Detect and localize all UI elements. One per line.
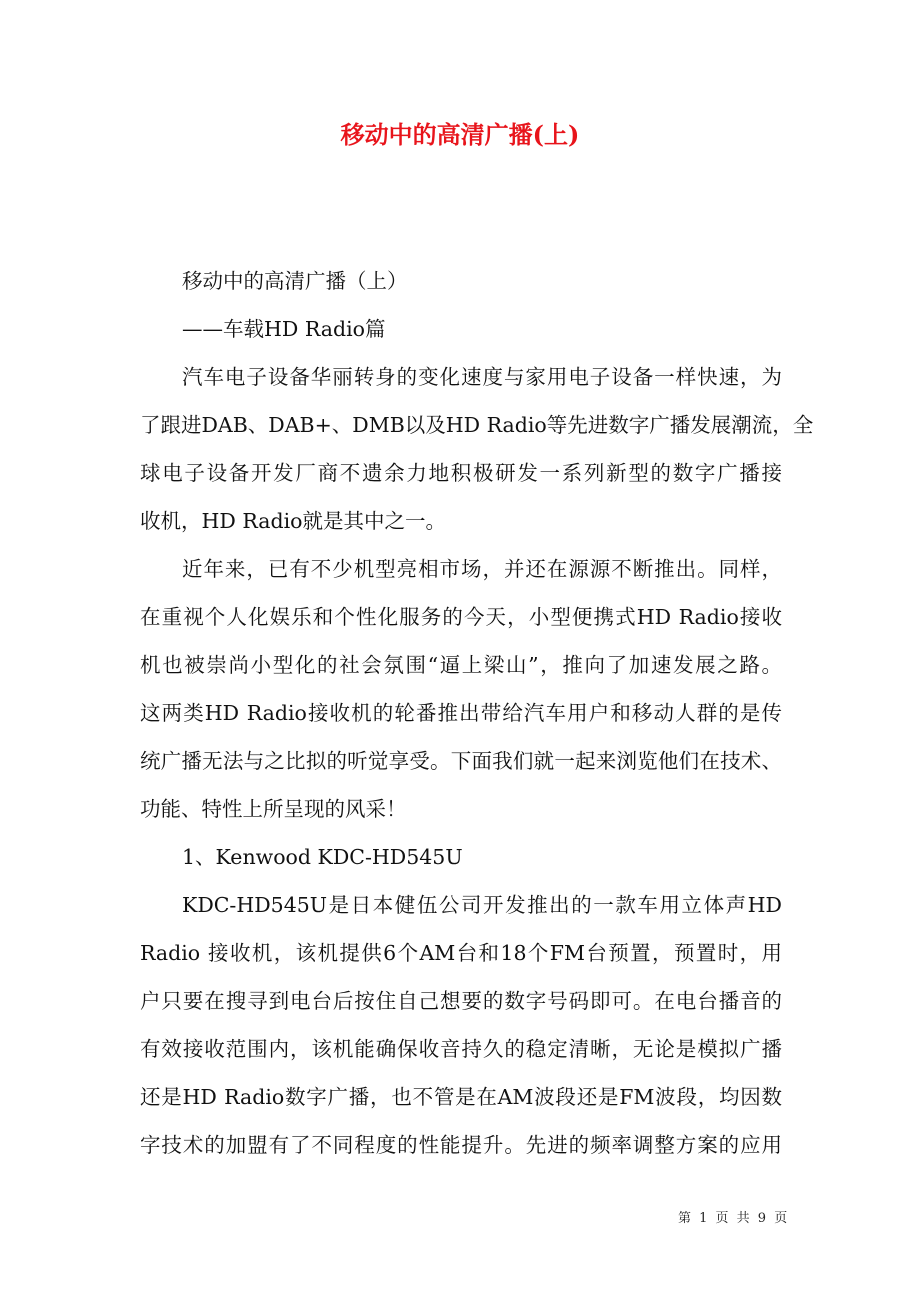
text-line: 统广播无法与之比拟的听觉享受。下面我们就一起来浏览他们在技术、 <box>140 749 782 773</box>
text-line: 球电子设备开发厂商不遗余力地积极研发一系列新型的数字广播接 <box>140 461 782 485</box>
text-line: 移动中的高清广播（上） <box>182 269 408 293</box>
document-title: 移动中的高清广播(上) <box>340 120 580 149</box>
text-line: 功能、特性上所呈现的风采！ <box>140 797 407 821</box>
text-line: 1、Kenwood KDC-HD545U <box>182 845 463 869</box>
document-body <box>140 257 814 1169</box>
text-line: 机也被崇尚小型化的社会氛围“逼上梁山”，推向了加速发展之路。 <box>140 653 782 677</box>
page-number-footer: 第 1 页 共 9 页 <box>678 1211 788 1226</box>
text-line: 有效接收范围内，该机能确保收音持久的稳定清晰，无论是模拟广播 <box>140 1037 782 1061</box>
text-line: ——车载HD Radio篇 <box>182 317 386 341</box>
text-line: 还是HD Radio数字广播，也不管是在AM波段还是FM波段，均因数 <box>140 1085 782 1109</box>
text-line: KDC-HD545U是日本健伍公司开发推出的一款车用立体声HD <box>182 893 782 917</box>
text-line: 这两类HD Radio接收机的轮番推出带给汽车用户和移动人群的是传 <box>140 701 782 725</box>
text-line: 了跟进DAB、DAB+、DMB以及HD Radio等先进数字广播发展潮流，全 <box>140 413 814 437</box>
text-line: Radio 接收机，该机提供6个AM台和18个FM台预置，预置时，用 <box>140 941 782 965</box>
text-line: 在重视个人化娱乐和个性化服务的今天，小型便携式HD Radio接收 <box>140 605 782 629</box>
text-line: 户只要在搜寻到电台后按住自己想要的数字号码即可。在电台播音的 <box>140 989 782 1013</box>
text-line: 汽车电子设备华丽转身的变化速度与家用电子设备一样快速，为 <box>182 365 782 389</box>
text-line: 收机，HD Radio就是其中之一。 <box>140 509 446 533</box>
text-line: 近年来，已有不少机型亮相市场，并还在源源不断推出。同样， <box>182 557 782 581</box>
text-line: 字技术的加盟有了不同程度的性能提升。先进的频率调整方案的应用 <box>140 1133 782 1157</box>
